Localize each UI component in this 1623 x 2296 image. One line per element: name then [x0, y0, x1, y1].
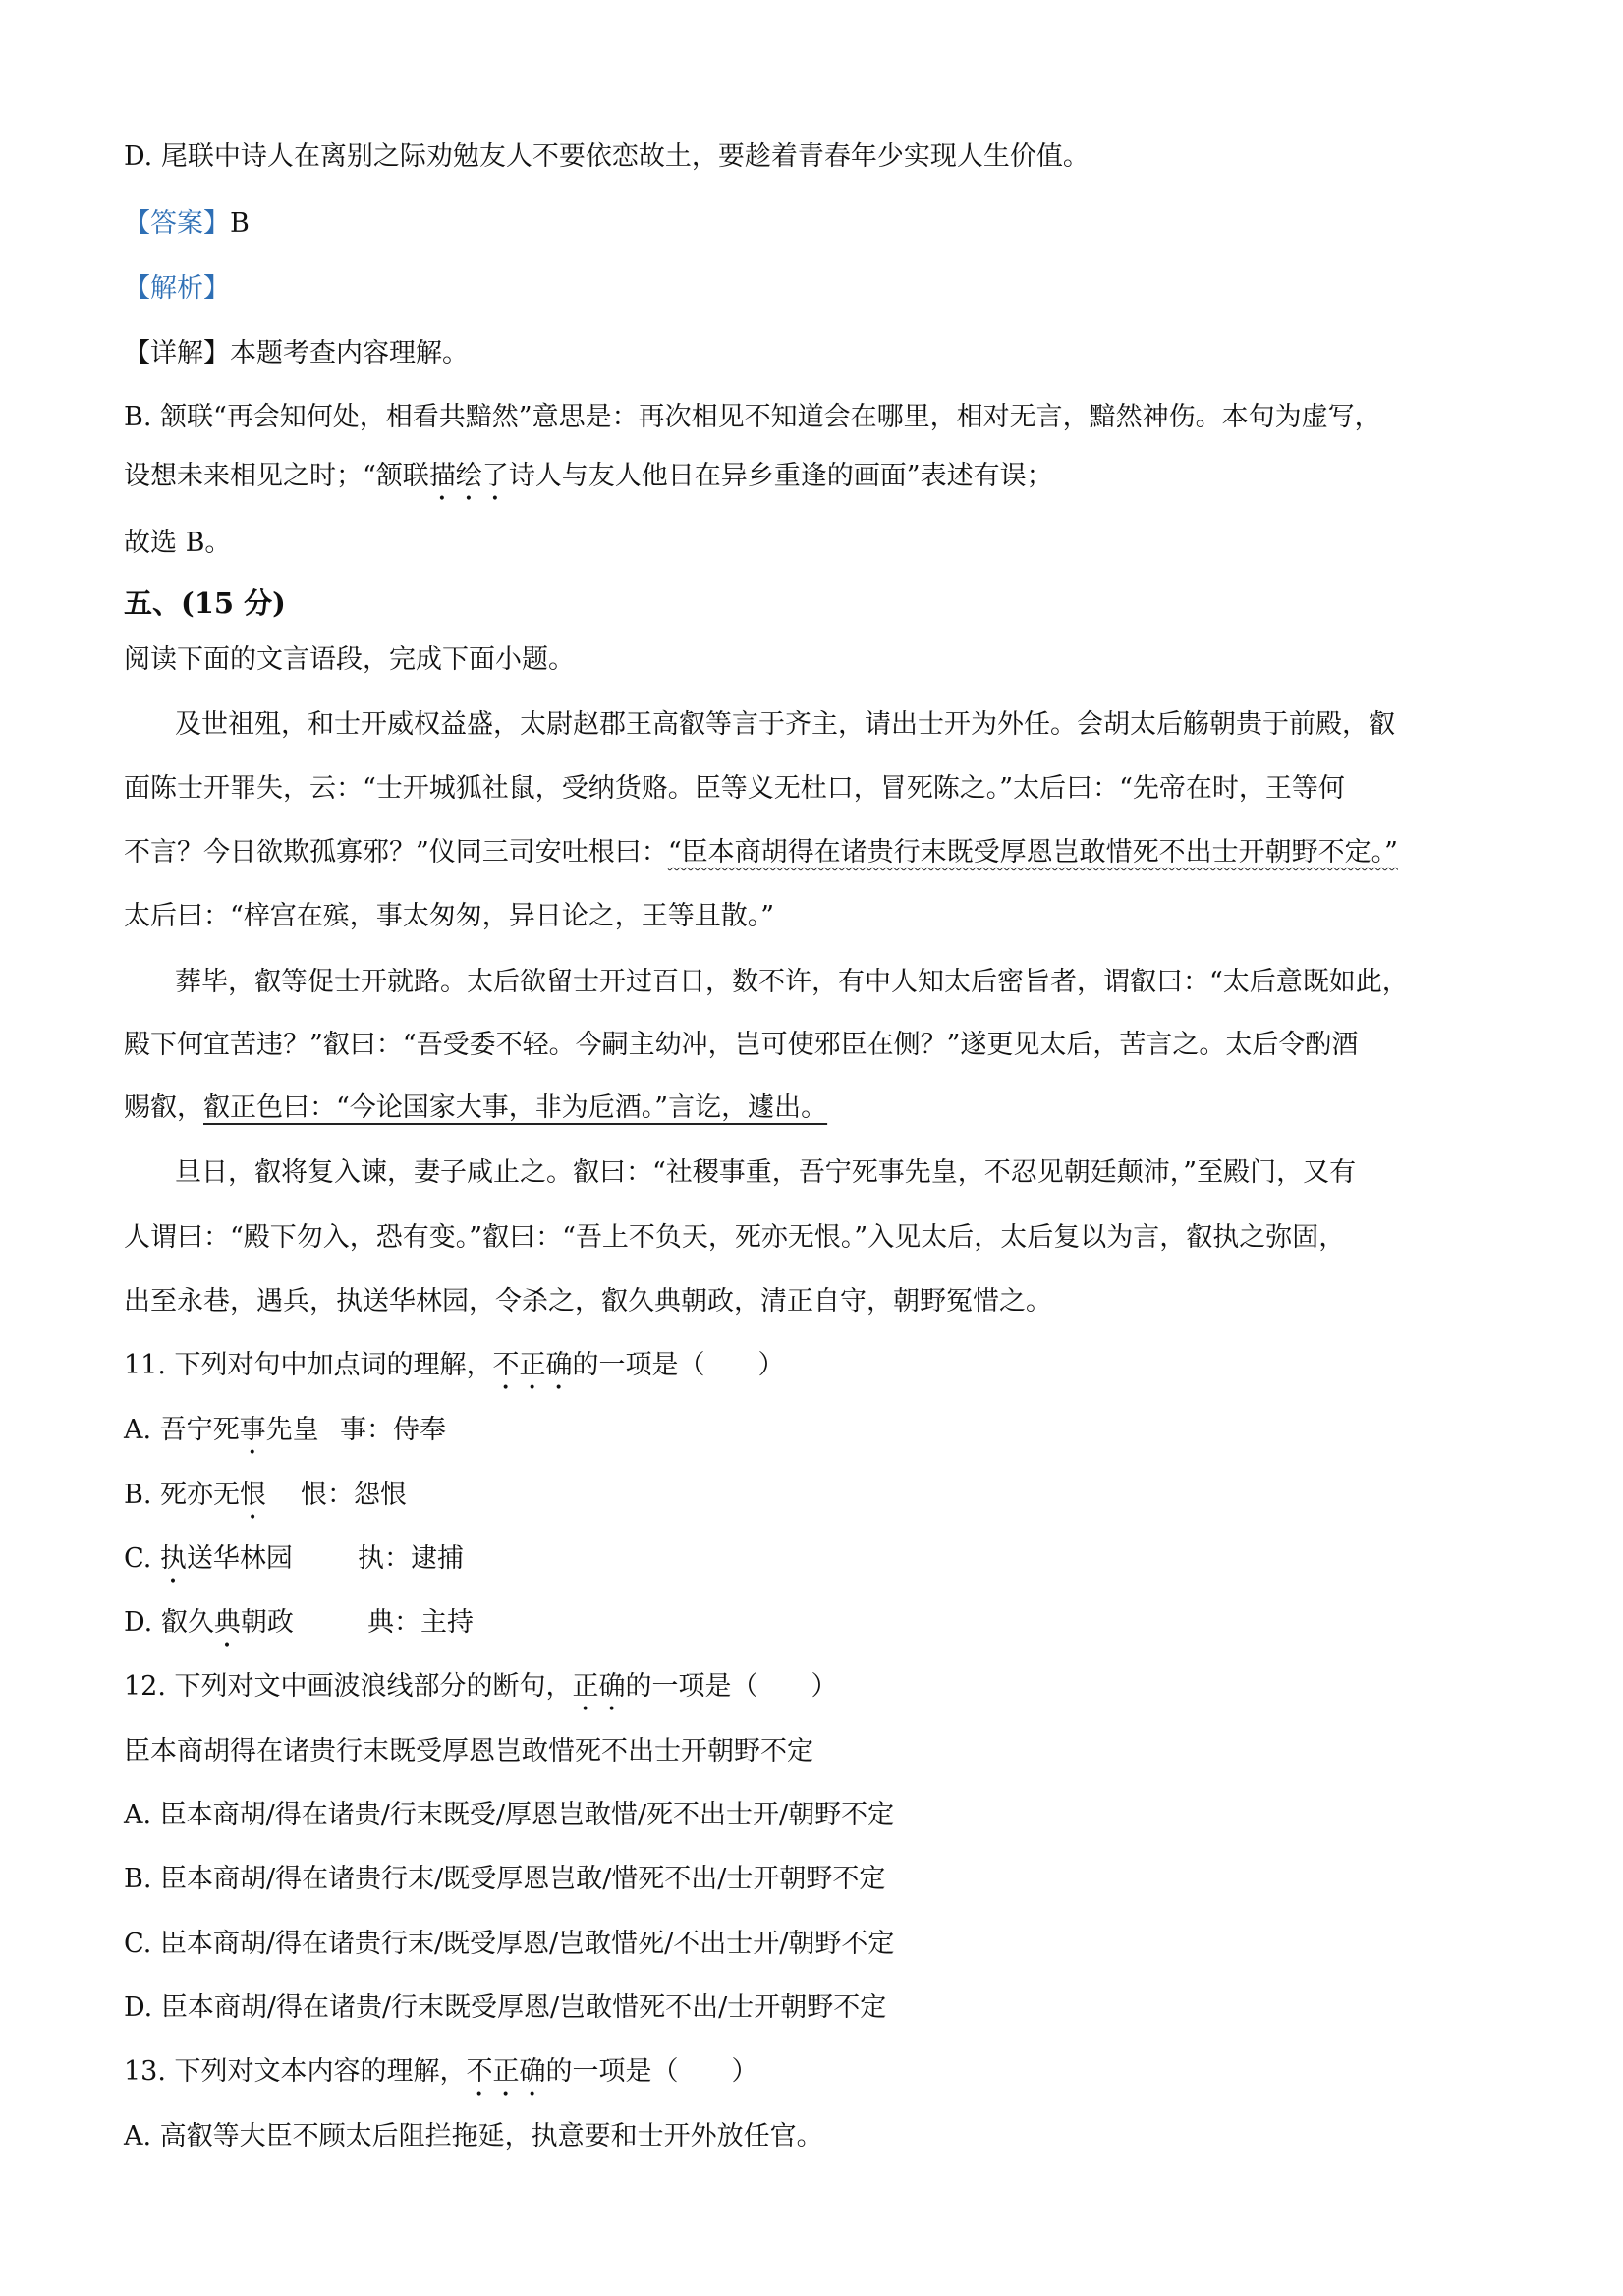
passage-p3-line2: 人谓曰：“殿下勿入，恐有变。”叡曰：“吾上不负天，死亦无恨。”入见太后，太后复以为言，叡执之弥固， [124, 1222, 1346, 1253]
q13-option-a[interactable]: A. 高叡等大臣不顾太后阻拦拖延，执意要和士开外放任官。 [124, 2121, 823, 2152]
q13-stem: 13. 下列对文本内容的理解，不正确的一项是（ ） [124, 2056, 758, 2087]
passage-p1-line4: 太后曰：“梓宫在殡，事太匆匆，异日论之，王等且散。” [124, 901, 775, 931]
q12-option-a[interactable]: A. 臣本商胡/得在诸贵/行末既受/厚恩岂敢惜/死不出士开/朝野不定 [124, 1800, 895, 1830]
detail-label: 【详解】 [124, 338, 230, 368]
q11-option-b[interactable]: B. 死亦无恨 恨：怨恨 [124, 1480, 407, 1510]
emphasized-word: 描绘了 [428, 461, 509, 491]
explanation-line-2: 设想未来相见之时；“颔联描绘了诗人与友人他日在异乡重逢的画面”表述有误； [124, 461, 1053, 491]
q12-option-b[interactable]: B. 臣本商胡/得在诸贵行末/既受厚恩岂敢/惜死不出/士开朝野不定 [124, 1864, 886, 1894]
passage-p3-line3: 出至永巷，遇兵，执送华林园，令杀之，叡久典朝政，清正自守，朝野冤惜之。 [124, 1286, 1052, 1316]
q11-stem: 11. 下列对句中加点词的理解，不正确的一项是（ ） [124, 1350, 785, 1380]
answer-value: B [230, 208, 250, 239]
passage-p3-line1: 旦日，叡将复入谏，妻子咸止之。叡曰：“社稷事重，吾宁死事先皇，不忍见朝廷颠沛，”至殿门，又有 [175, 1157, 1357, 1188]
explanation-line-1: B. 颔联“再会知何处，相看共黯然”意思是：再次相见不知道会在哪里，相对无言，黯然神伤。本句为虚写， [124, 402, 1381, 432]
underlined-sentence: 叡正色曰：“今论国家大事，非为卮酒。”言讫，遽出。 [203, 1092, 828, 1123]
q11-option-c[interactable]: C. 执送华林园 执：逮捕 [124, 1543, 464, 1574]
passage-p2-line3: 赐叡，叡正色曰：“今论国家大事，非为卮酒。”言讫，遽出。 [124, 1092, 828, 1123]
q11-option-a[interactable]: A. 吾宁死事先皇 事：侍奉 [124, 1415, 446, 1445]
passage-p1-line3: 不言？今日欲欺孤寡邪？”仪同三司安吐根曰：“臣本商胡得在诸贵行末既受厚恩岂敢惜死不出士开朝野不定。” [124, 837, 1398, 868]
q12-option-c[interactable]: C. 臣本商胡/得在诸贵行末/既受厚恩/岂敢惜死/不出士开/朝野不定 [124, 1929, 895, 1959]
q12-stem: 12. 下列对文中画波浪线部分的断句，正确的一项是（ ） [124, 1671, 838, 1702]
q12-option-d[interactable]: D. 臣本商胡/得在诸贵/行末既受厚恩/岂敢惜死不出/士开朝野不定 [124, 1992, 887, 2023]
passage-p2-line2: 殿下何宜苦违？”叡曰：“吾受委不轻。今嗣主幼冲，岂可使邪臣在侧？”遂更见太后，苦言之。太后令酌酒 [124, 1030, 1359, 1060]
q12-sentence: 臣本商胡得在诸贵行末既受厚恩岂敢惜死不出士开朝野不定 [124, 1736, 813, 1766]
section-instruction: 阅读下面的文言语段，完成下面小题。 [124, 644, 575, 675]
prev-option-d: D. 尾联中诗人在离别之际劝勉友人不要依恋故土，要趁着青春年少实现人生价值。 [124, 141, 1090, 172]
detail-line [124, 334, 1535, 373]
answer-label: 【答案】 [124, 208, 230, 239]
q11-option-d[interactable]: D. 叡久典朝政 典：主持 [124, 1607, 474, 1638]
detail-text: 本题考查内容理解。 [230, 338, 469, 368]
section-heading: 五、(15 分) [124, 587, 286, 620]
passage-p2-line1: 葬毕，叡等促士开就路。太后欲留士开过百日，数不许，有中人知太后密旨者，谓叡曰：“太后意既如此， [175, 967, 1409, 997]
passage-p1-line2: 面陈士开罪失，云：“士开城狐社鼠，受纳货赂。臣等义无杜口，冒死陈之。”太后曰：“先帝在时，王等何 [124, 773, 1345, 804]
conclusion-line: 故选 B。 [124, 528, 232, 558]
passage-p1-line1: 及世祖殂，和士开威权益盛，太尉赵郡王高叡等言于齐主，请出士开为外任。会胡太后觞朝贵于前殿，叡 [175, 709, 1395, 740]
wavy-underlined-sentence: “臣本商胡得在诸贵行末既受厚恩岂敢惜死不出士开朝野不定。” [667, 837, 1398, 868]
analysis-label: 【解析】 [124, 273, 230, 304]
answer-line [124, 204, 1535, 244]
